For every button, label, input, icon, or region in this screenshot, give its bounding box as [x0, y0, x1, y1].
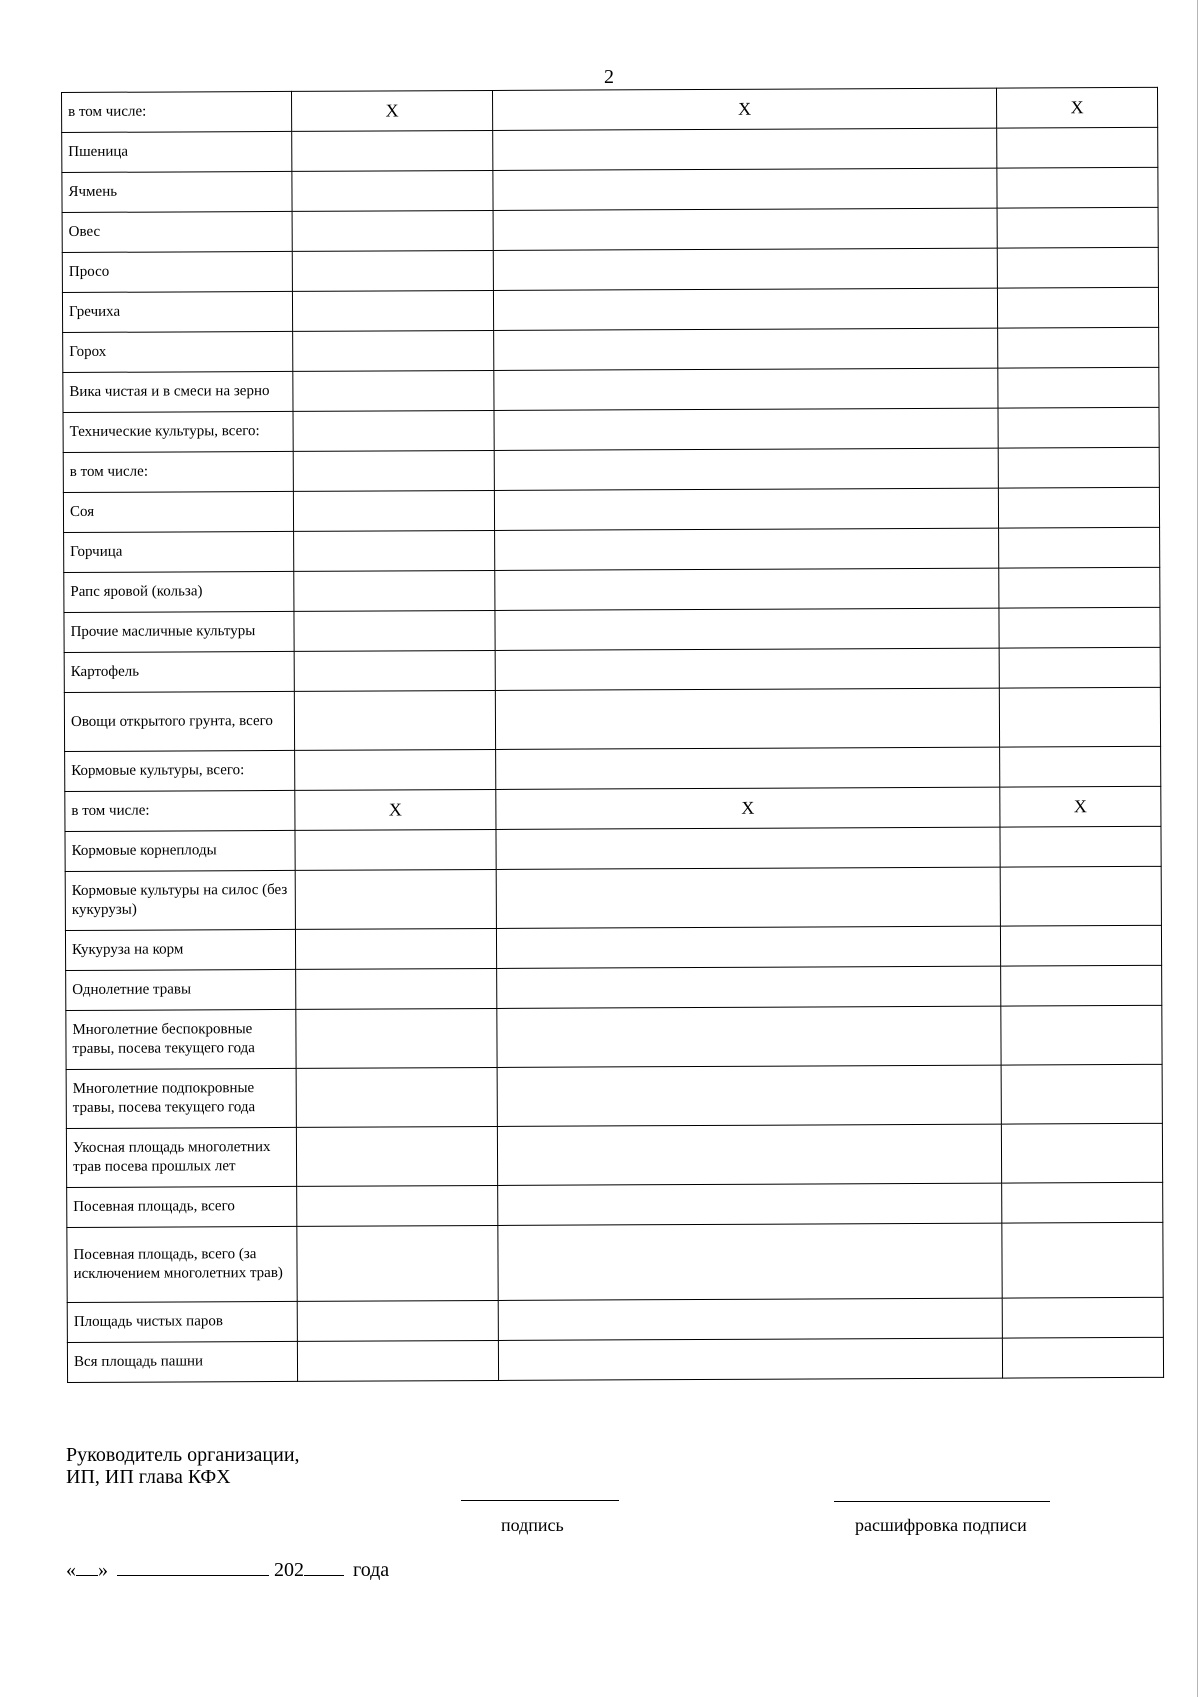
table-row [62, 167, 1158, 212]
not-applicable-cell: X [295, 789, 496, 830]
data-cell[interactable] [498, 1223, 1002, 1300]
table-row [63, 367, 1159, 412]
date-line [66, 1557, 389, 1582]
row-label: Многолетние подпокровные травы, посева текущего года [66, 1068, 296, 1128]
table-row [62, 207, 1158, 252]
data-cell[interactable] [497, 1065, 1001, 1126]
data-cell[interactable] [498, 1183, 1002, 1225]
data-cell[interactable] [296, 1067, 497, 1127]
data-cell[interactable] [293, 330, 494, 371]
data-cell[interactable] [493, 208, 997, 250]
row-label: Овес [62, 211, 292, 252]
data-cell[interactable] [497, 966, 1001, 1008]
data-cell[interactable] [498, 1298, 1002, 1340]
not-applicable-cell: X [996, 87, 1157, 128]
data-cell[interactable] [1001, 965, 1162, 1006]
signature-decode-line[interactable] [834, 1501, 1050, 1502]
data-cell[interactable] [496, 926, 1000, 968]
signature-caption: подпись [501, 1515, 564, 1535]
data-cell[interactable] [494, 328, 998, 370]
row-label: Посевная площадь, всего (за исключением многолетних трав) [67, 1226, 297, 1302]
row-label: Укосная площадь многолетних трав посева прошлых лет [66, 1127, 296, 1187]
data-cell[interactable] [294, 610, 495, 651]
data-cell[interactable] [998, 407, 1159, 448]
data-cell[interactable] [999, 527, 1160, 568]
data-cell[interactable] [1002, 1182, 1163, 1223]
data-cell[interactable] [1002, 1297, 1163, 1338]
data-cell[interactable] [292, 210, 493, 251]
row-label: Посевная площадь, всего [67, 1186, 297, 1227]
data-cell[interactable] [998, 327, 1159, 368]
table-row [65, 746, 1161, 791]
data-cell[interactable] [294, 570, 495, 611]
data-cell[interactable] [293, 490, 494, 531]
data-cell[interactable] [497, 1124, 1001, 1185]
row-label: Картофель [64, 651, 294, 692]
row-label: Кукуруза на корм [65, 929, 295, 970]
data-cell[interactable] [494, 448, 998, 490]
year-blank[interactable] [304, 1557, 344, 1576]
not-applicable-cell: X [291, 90, 492, 131]
data-cell[interactable] [494, 488, 998, 530]
table-body [62, 87, 1164, 1382]
row-label: Просо [62, 251, 292, 292]
data-cell[interactable] [1002, 1337, 1163, 1378]
data-cell[interactable] [999, 647, 1160, 688]
data-cell[interactable] [292, 290, 493, 331]
row-label: в том числе: [63, 451, 293, 492]
data-cell[interactable] [297, 1300, 498, 1341]
table-row [62, 87, 1158, 132]
data-cell[interactable] [1000, 925, 1161, 966]
table-row [64, 527, 1160, 572]
data-cell[interactable] [295, 829, 496, 870]
not-applicable-cell: X [496, 787, 1000, 829]
signer-title-line2: ИП, ИП глава КФХ [66, 1466, 231, 1488]
row-label: Площадь чистых паров [67, 1301, 297, 1342]
data-cell[interactable] [1000, 866, 1161, 926]
table-row [66, 1123, 1162, 1187]
data-cell[interactable] [292, 250, 493, 291]
row-label: Многолетние беспокровные травы, посева текущего года [66, 1009, 296, 1069]
scan-edge-line [1197, 0, 1198, 1697]
signature-line[interactable] [461, 1500, 619, 1501]
table-row [62, 127, 1158, 172]
table-row [64, 567, 1160, 612]
data-cell[interactable] [997, 127, 1158, 168]
data-cell[interactable] [493, 288, 997, 330]
row-label: в том числе: [62, 91, 292, 132]
data-cell[interactable] [294, 530, 495, 571]
table-row [67, 1297, 1163, 1342]
data-cell[interactable] [1001, 1064, 1162, 1124]
data-cell[interactable] [294, 650, 495, 691]
table-row [67, 1222, 1163, 1302]
data-cell[interactable] [495, 528, 999, 570]
year-suffix: года [353, 1559, 390, 1581]
row-label: Кормовые культуры на силос (без кукурузы) [65, 870, 295, 930]
data-cell[interactable] [1001, 1005, 1162, 1065]
data-cell[interactable] [295, 869, 496, 929]
data-cell[interactable] [493, 168, 997, 210]
row-label: Рапс яровой (кольза) [64, 571, 294, 612]
row-label: Гречиха [62, 291, 292, 332]
data-cell[interactable] [998, 447, 1159, 488]
row-label: Овощи открытого грунта, всего [64, 691, 294, 751]
row-label: Кормовые корнеплоды [65, 830, 295, 871]
data-cell[interactable] [292, 130, 493, 171]
year-prefix: 202 [274, 1559, 304, 1581]
data-cell[interactable] [999, 607, 1160, 648]
data-cell[interactable] [295, 749, 496, 790]
not-applicable-cell: X [1000, 786, 1161, 827]
table-row [66, 965, 1162, 1010]
data-cell[interactable] [297, 1185, 498, 1226]
data-cell[interactable] [997, 247, 1158, 288]
row-label: Пшеница [62, 131, 292, 172]
table-row [63, 447, 1159, 492]
row-label: Технические культуры, всего: [63, 411, 293, 452]
table-row [66, 1005, 1162, 1069]
day-blank[interactable] [76, 1557, 98, 1576]
data-cell[interactable] [495, 608, 999, 650]
data-cell[interactable] [495, 568, 999, 610]
table-row [67, 1337, 1163, 1382]
table-row [67, 1182, 1163, 1227]
row-label: Вся площадь пашни [67, 1341, 297, 1382]
data-cell[interactable] [998, 487, 1159, 528]
table-row [63, 407, 1159, 452]
data-cell[interactable] [494, 368, 998, 410]
table-row [66, 1064, 1162, 1128]
row-label: Однолетние травы [66, 969, 296, 1010]
data-cell[interactable] [999, 567, 1160, 608]
data-cell[interactable] [493, 128, 997, 170]
data-cell[interactable] [294, 690, 495, 750]
date-close-quote: » [98, 1559, 108, 1581]
data-cell[interactable] [997, 167, 1158, 208]
data-cell[interactable] [296, 1126, 497, 1186]
table-row [64, 607, 1160, 652]
table-row [65, 866, 1161, 930]
data-cell[interactable] [495, 688, 999, 749]
crop-area-table [61, 87, 1164, 1383]
row-label: Кормовые культуры, всего: [65, 750, 295, 791]
data-cell[interactable] [293, 450, 494, 491]
signer-title-line1: Руководитель организации, [66, 1444, 300, 1466]
table-row [62, 247, 1158, 292]
page-number: 2 [604, 66, 614, 88]
row-label: Вика чистая и в смеси на зерно [63, 371, 293, 412]
data-cell[interactable] [297, 1225, 498, 1301]
data-cell[interactable] [293, 370, 494, 411]
data-cell[interactable] [1000, 746, 1161, 787]
data-cell[interactable] [1002, 1222, 1163, 1298]
row-label: Прочие масличные культуры [64, 611, 294, 652]
row-label: Горох [63, 331, 293, 372]
table-row [64, 647, 1160, 692]
data-cell[interactable] [998, 367, 1159, 408]
not-applicable-cell: X [492, 88, 996, 130]
data-cell[interactable] [295, 928, 496, 969]
signer-block [66, 1444, 300, 1488]
data-cell[interactable] [292, 170, 493, 211]
data-cell[interactable] [997, 207, 1158, 248]
table-row [62, 287, 1158, 332]
table-row [63, 327, 1159, 372]
date-open-quote: « [66, 1559, 76, 1581]
row-label: Горчица [64, 531, 294, 572]
data-cell[interactable] [495, 648, 999, 690]
table-row [63, 487, 1159, 532]
data-cell[interactable] [296, 1008, 497, 1068]
data-cell[interactable] [496, 747, 1000, 789]
data-cell[interactable] [296, 968, 497, 1009]
signature-decode-caption: расшифровка подписи [855, 1515, 1027, 1535]
data-cell[interactable] [498, 1338, 1002, 1380]
row-label: Соя [63, 491, 293, 532]
data-cell[interactable] [496, 827, 1000, 869]
data-cell[interactable] [997, 287, 1158, 328]
table-row [65, 826, 1161, 871]
row-label: Ячмень [62, 171, 292, 212]
row-label: в том числе: [65, 790, 295, 831]
data-cell[interactable] [297, 1340, 498, 1381]
data-cell[interactable] [1001, 1123, 1162, 1183]
data-cell[interactable] [999, 687, 1160, 747]
data-cell[interactable] [497, 1006, 1001, 1067]
data-cell[interactable] [1000, 826, 1161, 867]
data-cell[interactable] [494, 408, 998, 450]
table-row [65, 786, 1161, 831]
table-row [65, 925, 1161, 970]
month-blank[interactable] [117, 1557, 269, 1576]
data-cell[interactable] [496, 867, 1000, 928]
data-cell[interactable] [493, 248, 997, 290]
data-cell[interactable] [293, 410, 494, 451]
table-row [64, 687, 1160, 751]
